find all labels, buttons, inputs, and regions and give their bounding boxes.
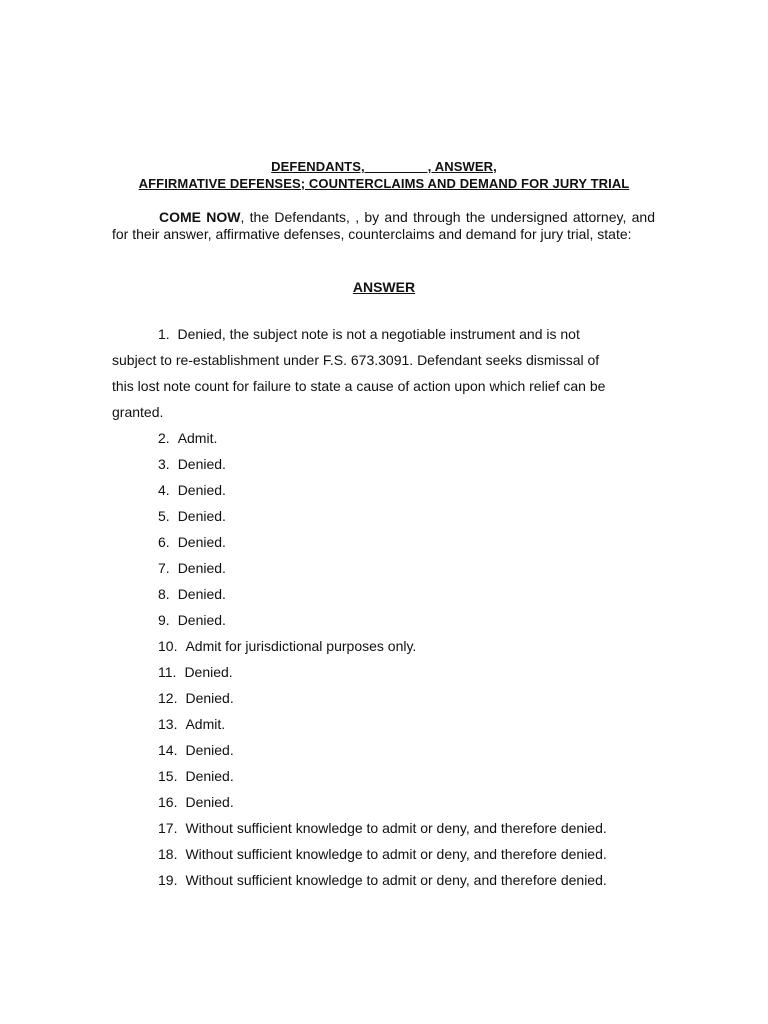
answer-item-text: Denied. xyxy=(177,612,226,628)
document-title-line-1: DEFENDANTS, , ANSWER, xyxy=(271,159,497,174)
paragraph-1-line xyxy=(112,321,652,347)
answer-item-text: Denied. xyxy=(184,664,233,680)
answer-item-text: Denied. xyxy=(185,742,234,758)
answer-item xyxy=(158,685,607,711)
paragraph-1 xyxy=(112,321,652,425)
intro-lead: COME NOW xyxy=(159,209,241,225)
answer-item-text: Denied. xyxy=(177,560,226,576)
answer-item xyxy=(158,815,607,841)
answer-item xyxy=(158,529,607,555)
answer-item-number: 19. xyxy=(158,872,178,888)
answer-item-text: Denied. xyxy=(177,456,226,472)
answer-item-number: 10. xyxy=(158,638,178,654)
intro-text: , the Defendants, , by and through the undersigned attorney, and for their answer, affirmative defenses, counterclaims and demand for jury trial, state: xyxy=(112,209,655,242)
answer-list xyxy=(158,425,607,893)
answer-item-number: 14. xyxy=(158,742,178,758)
answer-item xyxy=(158,711,607,737)
answer-item-number: 4. xyxy=(158,482,170,498)
answer-item xyxy=(158,477,607,503)
paragraph-1-line: subject to re-establishment under F.S. 673.3091. Defendant seeks dismissal of xyxy=(112,352,600,368)
answer-item xyxy=(158,633,607,659)
paragraph-1-number: 1. xyxy=(158,326,170,342)
answer-item-text: Denied. xyxy=(185,794,234,810)
answer-item-text: Admit for jurisdictional purposes only. xyxy=(185,638,417,654)
answer-item-number: 5. xyxy=(158,508,170,524)
answer-item xyxy=(158,763,607,789)
answer-item xyxy=(158,503,607,529)
answer-item-number: 15. xyxy=(158,768,178,784)
answer-item-text: Without sufficient knowledge to admit or deny, and therefore denied. xyxy=(185,846,607,862)
answer-item-number: 17. xyxy=(158,820,178,836)
answer-item-text: Denied. xyxy=(185,690,234,706)
answer-item xyxy=(158,425,607,451)
answer-item-text: Without sufficient knowledge to admit or deny, and therefore denied. xyxy=(185,872,607,888)
answer-item-text: Denied. xyxy=(177,586,226,602)
answer-item-text: Denied. xyxy=(177,482,226,498)
answer-item-text: Admit. xyxy=(185,716,226,732)
answer-heading: ANSWER xyxy=(352,279,416,295)
answer-item-text: Denied. xyxy=(177,508,226,524)
answer-item-text: Denied. xyxy=(185,768,234,784)
answer-item-number: 8. xyxy=(158,586,170,602)
answer-item xyxy=(158,737,607,763)
answer-item-number: 6. xyxy=(158,534,170,550)
answer-item-number: 12. xyxy=(158,690,178,706)
answer-item-text: Admit. xyxy=(177,430,218,446)
paragraph-1-text: Denied, the subject note is not a negotiable instrument and is not xyxy=(177,326,580,342)
answer-item-text: Without sufficient knowledge to admit or deny, and therefore denied. xyxy=(185,820,607,836)
answer-item-number: 3. xyxy=(158,456,170,472)
document-title-line-2: AFFIRMATIVE DEFENSES; COUNTERCLAIMS AND DEMAND FOR JURY TRIAL xyxy=(138,176,630,191)
answer-item xyxy=(158,659,607,685)
answer-item-number: 2. xyxy=(158,430,170,446)
answer-item xyxy=(158,867,607,893)
answer-item xyxy=(158,451,607,477)
paragraph-1-line: this lost note count for failure to state a cause of action upon which relief can be xyxy=(112,378,606,394)
answer-item xyxy=(158,555,607,581)
answer-item-number: 7. xyxy=(158,560,170,576)
answer-item-text: Denied. xyxy=(177,534,226,550)
answer-item-number: 9. xyxy=(158,612,170,628)
answer-item-number: 13. xyxy=(158,716,178,732)
answer-item xyxy=(158,841,607,867)
answer-item xyxy=(158,581,607,607)
answer-item-number: 18. xyxy=(158,846,178,862)
answer-item xyxy=(158,607,607,633)
paragraph-1-line: granted. xyxy=(112,404,164,420)
intro-paragraph xyxy=(112,209,655,243)
answer-item xyxy=(158,789,607,815)
answer-item-number: 16. xyxy=(158,794,178,810)
answer-item-number: 11. xyxy=(158,664,177,680)
